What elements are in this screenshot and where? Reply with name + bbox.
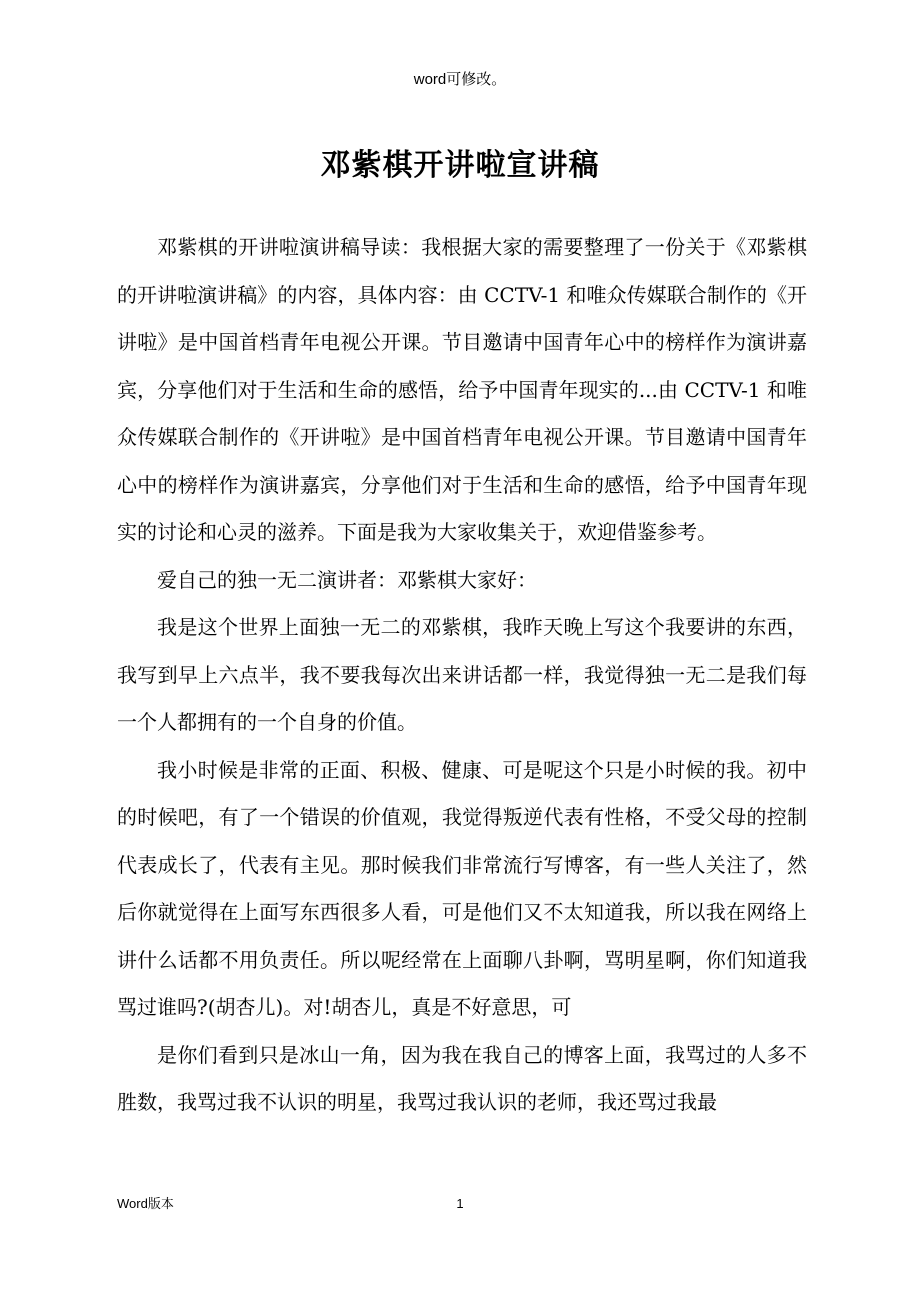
page-header: word可修改。 bbox=[413, 71, 507, 88]
footer-label: Word版本 bbox=[117, 1196, 174, 1211]
document-title: 邓紫棋开讲啦宣讲稿 bbox=[320, 148, 600, 183]
paragraph-speech-heading: 爱自己的独一无二演讲者：邓紫棋大家好： bbox=[157, 567, 537, 592]
paragraph-childhood: 我小时候是非常的正面、积极、健康、可是呢这个只是小时候的我。初中的时候吧，有了一个错误的价值观，我觉得叛逆代表有性格，不受父母的控制代表成长了，代表有主见。那时候我们非常流行写博客，有一些人关注了，然后你就觉得在上面写东西很多人看，可是他们又不太知道我，所以我在网络上讲什么话都不用负责任。所以呢经常在上面聊八卦啊，骂明星啊，你们知道我骂过谁吗?(胡杏儿)。对!胡杏儿，真是不好意思，可 bbox=[117, 757, 807, 1019]
paragraph-iceberg: 是你们看到只是冰山一角，因为我在我自己的博客上面，我骂过的人多不胜数，我骂过我不认识的明星，我骂过我认识的老师，我还骂过我最 bbox=[117, 1042, 807, 1114]
page-number: 1 bbox=[456, 1196, 464, 1211]
paragraph-unique-self: 我是这个世界上面独一无二的邓紫棋，我昨天晚上写这个我要讲的东西，我写到早上六点半，我不要我每次出来讲话都一样，我觉得独一无二是我们每一个人都拥有的一个自身的价值。 bbox=[117, 615, 807, 734]
paragraph-intro: 邓紫棋的开讲啦演讲稿导读：我根据大家的需要整理了一份关于《邓紫棋的开讲啦演讲稿》的内容，具体内容：由 CCTV-1 和唯众传媒联合制作的《开讲啦》是中国首档青年电视公开课。节目邀请中国青年心中的榜样作为演讲嘉宾，分享他们对于生活和生命的感悟，给予中国青年现实的...由 CCTV-1 和唯众传媒联合制作的《开讲啦》是中国首档青年电视公开课。节目邀请中国青年心中的榜样作为演讲嘉宾，分享他们对于生活和生命的感悟，给予中国青年现实的讨论和心灵的滋养。下面是我为大家收集关于，欢迎借鉴参考。 bbox=[117, 235, 807, 544]
document-body bbox=[117, 224, 807, 1127]
